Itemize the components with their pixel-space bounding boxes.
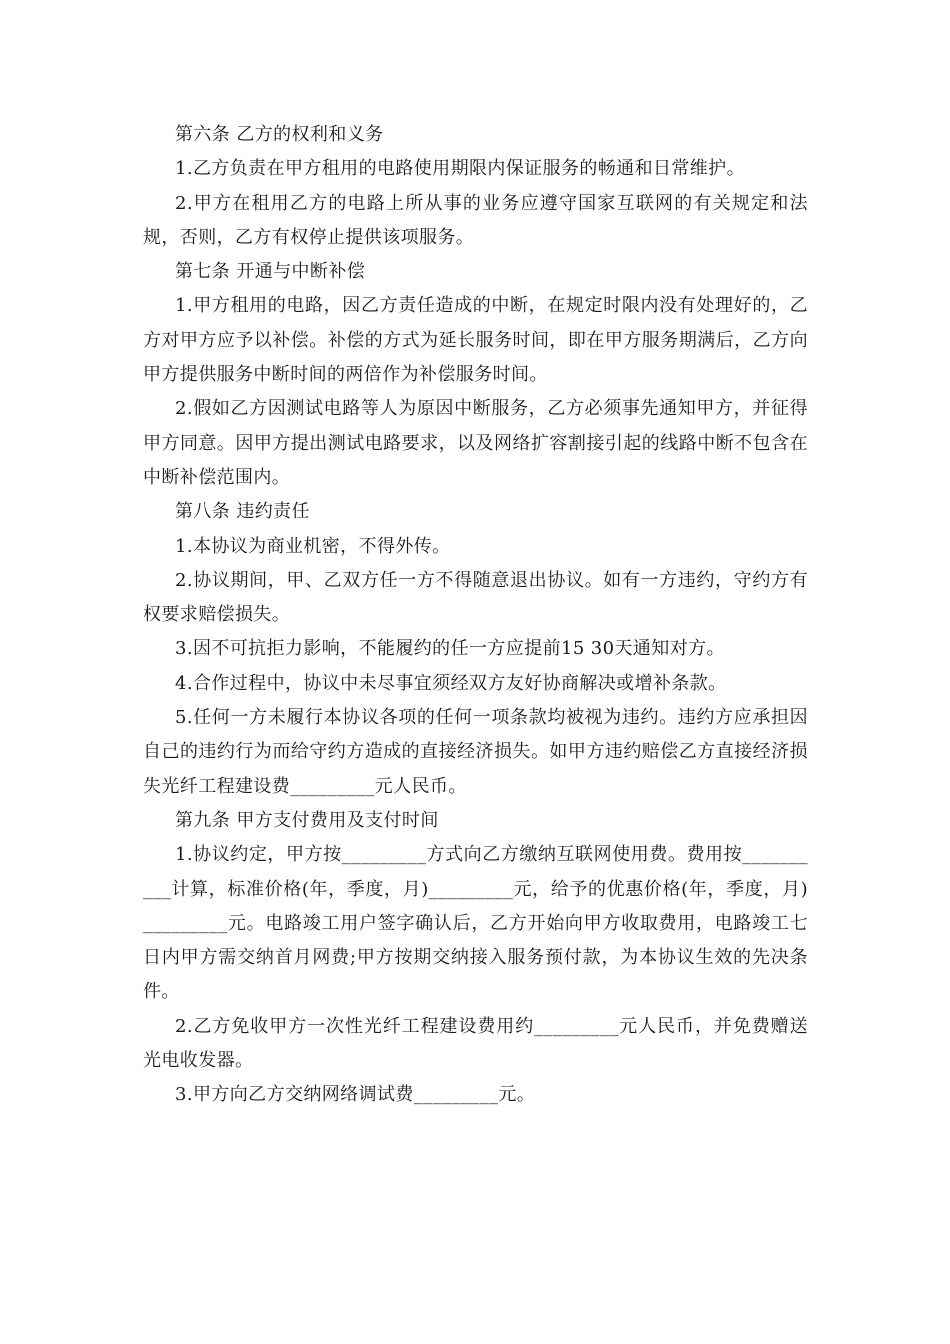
paragraph: 1.本协议为商业机密，不得外传。 — [175, 535, 451, 557]
paragraph: 5.任何一方未履行本协议各项的任何一项条款均被视为违约。违约方应承担因自己的违约行为而给守约方造成的直接经济损失。如甲方违约赔偿乙方直接经济损失光纤工程建设费_________元人民币。 — [143, 707, 808, 797]
paragraph: 3.甲方向乙方交纳网络调试费_________元。 — [175, 1084, 536, 1106]
article-9-heading: 第九条 甲方支付费用及支付时间 — [175, 809, 439, 831]
paragraph: 1.甲方租用的电路，因乙方责任造成的中断，在规定时限内没有处理好的，乙方对甲方应予以补偿。补偿的方式为延长服务时间，即在甲方服务期满后，乙方向甲方提供服务中断时间的两倍作为补偿服务时间。 — [143, 295, 808, 386]
paragraph: 1.协议约定，甲方按_________方式向乙方缴纳互联网使用费。费用按__________计算，标准价格(年，季度，月)_________元，给予的优惠价格(年，季度，月)_________元。电路竣工用户签字确认后，乙方开始向甲方收取费用，电路竣工七日内甲方需交纳首月网费;甲方按期交纳接入服务预付款，为本协议生效的先决条件。 — [143, 844, 808, 1003]
paragraph: 3.因不可抗拒力影响，不能履约的任一方应提前15 30天通知对方。 — [175, 638, 725, 660]
article-6-heading: 第六条 乙方的权利和义务 — [175, 124, 384, 145]
paragraph: 1.乙方负责在甲方租用的电路使用期限内保证服务的畅通和日常维护。 — [175, 158, 745, 180]
article-7-heading: 第七条 开通与中断补偿 — [175, 261, 366, 283]
paragraph: 2.乙方免收甲方一次性光纤工程建设费用约_________元人民币，并免费赠送光电收发器。 — [143, 1015, 808, 1072]
document-body — [143, 118, 808, 1113]
article-8-heading: 第八条 违约责任 — [175, 501, 310, 523]
paragraph: 4.合作过程中，协议中未尽事宜须经双方友好协商解决或增补条款。 — [175, 672, 727, 694]
paragraph: 2.甲方在租用乙方的电路上所从事的业务应遵守国家互联网的有关规定和法规，否则，乙方有权停止提供该项服务。 — [143, 192, 808, 248]
paragraph: 2.协议期间，甲、乙双方任一方不得随意退出协议。如有一方违约，守约方有权要求赔偿损失。 — [143, 569, 808, 626]
paragraph: 2.假如乙方因测试电路等人为原因中断服务，乙方必须事先通知甲方，并征得甲方同意。因甲方提出测试电路要求，以及网络扩容割接引起的线路中断不包含在中断补偿范围内。 — [143, 398, 808, 488]
